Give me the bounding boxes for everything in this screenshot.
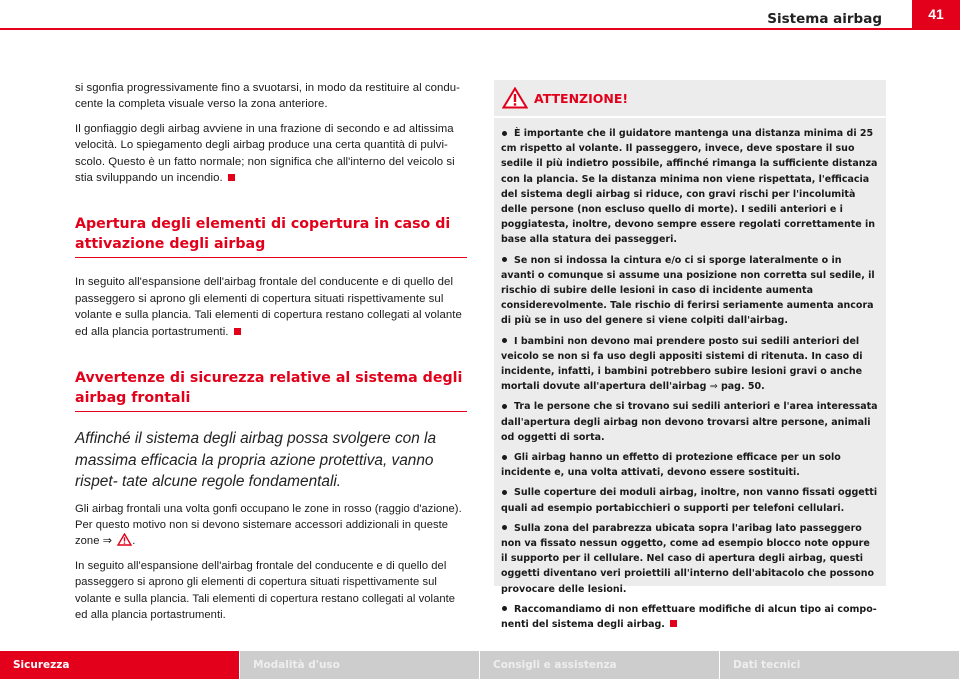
warning-item [501,602,878,632]
section-end-mark [234,328,241,335]
warning-item-text: È importante che il guidatore mantenga una distanza minima di 25 cm rispetto al volante. Il passeggero, invece, deve spostare il suo sedile il più indietro possibile, affinché rimanga la sufficiente distanza con la plancia. Se la distanza minima non viene rispettata, l'efficacia del sistema degli airbag si riduce, con gravi rischi per l'incolumità delle persone (non escluso quello di morte). I sedili anteriori e i poggiatesta, inoltre, devono sempre essere regolati correttamente in base alla statura dei passeggeri. [501,128,878,246]
intro-lead-text: Affinché il sistema degli airbag possa svolgere con la massima efficacia la propria azione protettiva, vanno rispet- tate alcune regole fondamentali. [75,430,437,491]
paragraph-2-text: Il gonfiaggio degli airbag avviene in una frazione di secondo e ad altissima velocità. Lo spiegamento degli airbag produce una certa quantità di pulvi- scolo. Questo è un fatto normale; non significa che all'interno del veicolo si stia sviluppando un incendio. [75,122,455,185]
paragraph-5: In seguito all'espansione dell'airbag frontale del conducente e di quello del passeggero si aprono gli elementi di copertura situati rispettivamente sul volante e sulla plancia. Tali elementi di copertura restano collegati al volante ed alla plancia portastrumenti. [75,559,456,621]
warning-item [501,253,878,329]
warning-item-text: Tra le persone che si trovano sui sedili anteriori e l'area interessata dall'apertura degli airbag non devono trovarsi altre persone, animali od oggetti di sorta. [501,401,878,443]
warning-item-text: Sulle coperture dei moduli airbag, inoltre, non vanno fissati oggetti quali ad esempio portabicchieri o supporti per telefoni cellulari. [501,487,878,514]
warning-item-text: Raccomandiamo di non effettuare modifiche di alcun tipo ai compo- nenti del sistema degli airbag. [501,603,877,631]
warning-item [501,334,878,395]
warning-item [501,485,878,515]
warning-item [501,399,878,445]
bullet-icon [502,490,507,495]
paragraph-1: si sgonfia progressivamente fino a svuotarsi, in modo da restituire al condu- cente la completa visuale verso la zona anteriore. [75,82,460,111]
reference-arrow: ⇒ [709,381,718,393]
warning-triangle-icon[interactable] [117,533,132,546]
page-number-badge: 41 [912,0,960,28]
warning-triangle-icon [502,87,528,109]
warning-item-text: Se non si indossa la cintura e/o ci si sporge lateralmente o in avanti o comunque si assume una posizione non corretta sul sedile, il rischio di subire delle lesioni in caso di incidente aumenta considerevolmente. Tale rischio di ferirsi seriamente aumenta ancora di più se in uso del genere si viene colpiti dall'airbag. [501,254,875,327]
warning-item [501,126,878,248]
footer-tab-modalita-uso[interactable]: Modalità d'uso [239,651,479,679]
paragraph-2 [75,121,467,187]
warning-item-text: Sulla zona del parabrezza ubicata sopra l'aribag lato passeggero non va fissato nessun oggetto, come ad esempio blocco note oppure il supporto per il cellulare. Nel caso di apertura degli airbag, questi oggetti diventano veri proiettili all'interno dell'abitacolo che possono provocare delle lesioni. [501,522,875,595]
warning-item-text: Gli airbag hanno un effetto di protezione efficace per un solo incidente e, una volta attivati, devono essere sostituiti. [501,452,841,479]
bullet-icon [502,525,507,530]
warning-box [494,80,886,631]
bullet-icon [502,455,507,460]
page-reference-link[interactable]: pag. 50. [720,381,765,393]
header-divider [0,28,960,30]
paragraph-4-text: Gli airbag frontali una volta gonfi occupano le zone in rosso (raggio d'azione). Per questo motivo non si devono sistemare accessori addizionali in queste zone [75,502,462,548]
footer-tab-dati-tecnici[interactable]: Dati tecnici [719,651,959,679]
footer-tab-consigli-assistenza[interactable]: Consigli e assistenza [479,651,719,679]
section-heading-cover-opening: Apertura degli elementi di copertura in caso di attivazione degli airbag [75,214,467,258]
warning-item [501,450,878,480]
bullet-icon [502,131,507,136]
section-heading-safety-notes: Avvertenze di sicurezza relative al sistema degli airbag frontali [75,368,467,412]
bullet-icon [502,257,507,262]
bullet-icon [502,404,507,409]
warning-item-text: I bambini non devono mai prendere posto sui sedili anteriori del veicolo se non si fa uso degli appositi sistemi di ritenuta. In caso di incidente, infatti, i bambini potrebbero subire lesioni gravi o anche mortali dovute all'apertura dell'airbag [501,335,863,393]
paragraph-4 [75,501,467,550]
bullet-icon [502,606,507,611]
bullet-icon [502,338,507,343]
footer-tab-sicurezza[interactable]: Sicurezza [0,651,239,679]
warning-item [501,521,878,597]
section-end-mark [670,620,677,627]
paragraph-3-text: In seguito all'espansione dell'airbag frontale del conducente e di quello del passeggero si aprono gli elementi di copertura situati rispettivamente sul volante e sulla plancia. Tali elementi di copertura restano collegati al volante ed alla plancia portastrumenti. [75,276,462,338]
page-header-title: Sistema airbag [767,11,882,27]
left-column [75,80,467,631]
warning-header [494,80,886,118]
paragraph-4-end: . [132,535,136,548]
paragraph-3 [75,274,467,340]
warning-list [494,118,886,632]
reference-arrow: ⇒ [102,535,113,548]
warning-title: ATTENZIONE! [534,90,629,106]
footer-nav [0,651,960,679]
section-end-mark [228,174,235,181]
